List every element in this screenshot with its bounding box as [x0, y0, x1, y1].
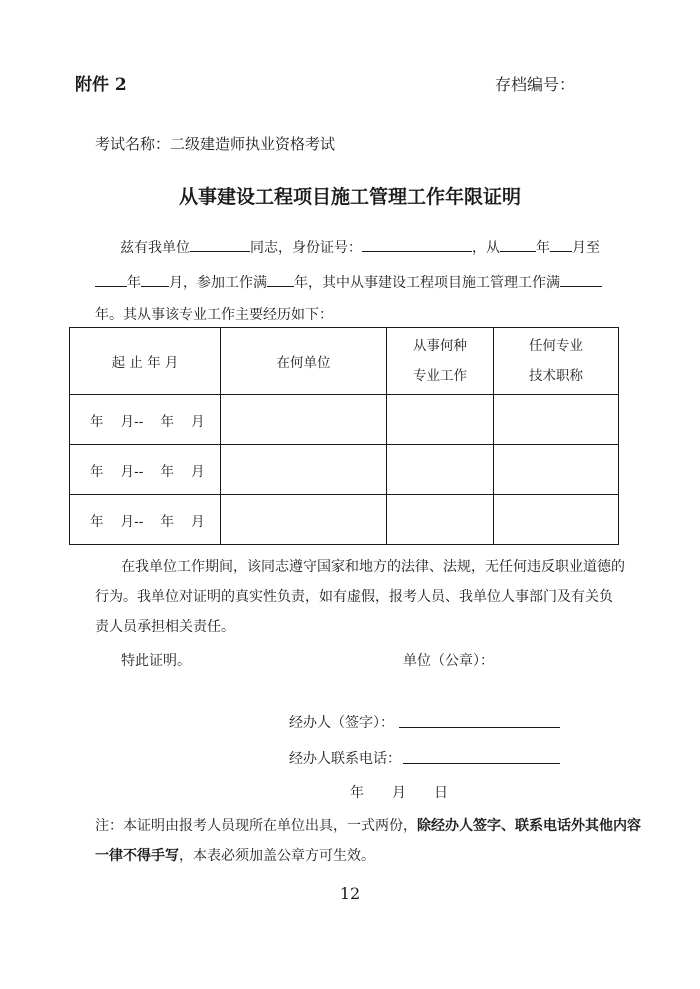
- id-number-blank[interactable]: [362, 236, 472, 252]
- end-month-blank[interactable]: [141, 271, 169, 287]
- note-text: 注：本证明由报考人员现所在单位出具，一式两份，: [95, 818, 417, 834]
- management-years-blank[interactable]: [560, 271, 602, 287]
- header-period: 起 止 年 月: [70, 328, 221, 395]
- intro-text: 年: [127, 275, 141, 291]
- intro-text: 月至: [572, 240, 600, 256]
- statement-line-1: 在我单位工作期间，该同志遵守国家和地方的法律、法规，无任何违反职业道德的: [121, 559, 625, 575]
- page-number: 12: [339, 884, 361, 903]
- intro-text: 同志，身份证号：: [250, 240, 362, 256]
- note-text: ，本表必须加盖公章方可生效。: [179, 848, 375, 864]
- date-year: 年: [350, 785, 364, 801]
- note-emphasis: 一律不得手写: [95, 848, 179, 864]
- experience-table: [69, 327, 619, 545]
- row-unit-cell[interactable]: [221, 395, 387, 445]
- exam-name: 考试名称：二级建造师执业资格考试: [95, 135, 336, 153]
- table-row: [70, 445, 619, 495]
- note-line-1: [95, 815, 641, 835]
- row-period[interactable]: 年 月-- 年 月: [70, 395, 221, 445]
- date-day: 日: [434, 785, 448, 801]
- note-emphasis: 除经办人签字、联系电话外其他内容: [417, 818, 641, 834]
- header-title-line-1: 任何专业: [529, 338, 583, 354]
- intro-text: 兹有我单位: [120, 240, 190, 256]
- total-years-blank[interactable]: [267, 271, 294, 287]
- intro-line-3: 年。其从事该专业工作主要经历如下：: [95, 307, 333, 323]
- unit-seal-label: 单位（公章）：: [403, 653, 494, 669]
- table-row: [70, 495, 619, 545]
- name-blank[interactable]: [190, 236, 250, 252]
- intro-line-1: [120, 236, 600, 257]
- attachment-label: 附件 2: [75, 75, 127, 95]
- date-month: 月: [392, 785, 406, 801]
- row-job-cell[interactable]: [387, 495, 494, 545]
- header-job-line-1: 从事何种: [413, 338, 467, 354]
- row-title-cell[interactable]: [494, 445, 619, 495]
- handler-phone-label: 经办人联系电话：: [289, 751, 401, 767]
- row-unit-cell[interactable]: [221, 445, 387, 495]
- table-header-row: [70, 328, 619, 395]
- intro-line-2: [95, 271, 602, 292]
- header-job: [387, 328, 494, 395]
- hereby-certify: 特此证明。: [121, 653, 191, 669]
- start-year-blank[interactable]: [500, 236, 536, 252]
- intro-text: 年，其中从事建设工程项目施工管理工作满: [294, 275, 560, 291]
- end-year-blank[interactable]: [95, 271, 127, 287]
- statement-line-3: 责人员承担相关责任。: [95, 619, 235, 635]
- header-job-line-2: 专业工作: [413, 368, 467, 384]
- header-unit: 在何单位: [221, 328, 387, 395]
- handler-phone-line[interactable]: [403, 763, 560, 764]
- row-job-cell[interactable]: [387, 395, 494, 445]
- intro-text: ，从: [472, 240, 500, 256]
- row-title-cell[interactable]: [494, 495, 619, 545]
- header-title-line-2: 技术职称: [529, 368, 583, 384]
- row-job-cell[interactable]: [387, 445, 494, 495]
- row-title-cell[interactable]: [494, 395, 619, 445]
- document-title: 从事建设工程项目施工管理工作年限证明: [178, 186, 521, 208]
- row-unit-cell[interactable]: [221, 495, 387, 545]
- start-month-blank[interactable]: [550, 236, 572, 252]
- statement-line-2: 行为。我单位对证明的真实性负责，如有虚假，报考人员、我单位人事部门及有关负: [95, 589, 613, 605]
- archive-number-label: 存档编号：: [495, 75, 576, 94]
- row-period[interactable]: 年 月-- 年 月: [70, 445, 221, 495]
- header-title: [494, 328, 619, 395]
- handler-signature-label: 经办人（签字）：: [289, 715, 394, 731]
- intro-text: 月，参加工作满: [169, 275, 267, 291]
- handler-signature-line[interactable]: [399, 727, 560, 728]
- intro-text: 年: [536, 240, 550, 256]
- row-period[interactable]: 年 月-- 年 月: [70, 495, 221, 545]
- note-line-2: [95, 845, 375, 865]
- table-row: [70, 395, 619, 445]
